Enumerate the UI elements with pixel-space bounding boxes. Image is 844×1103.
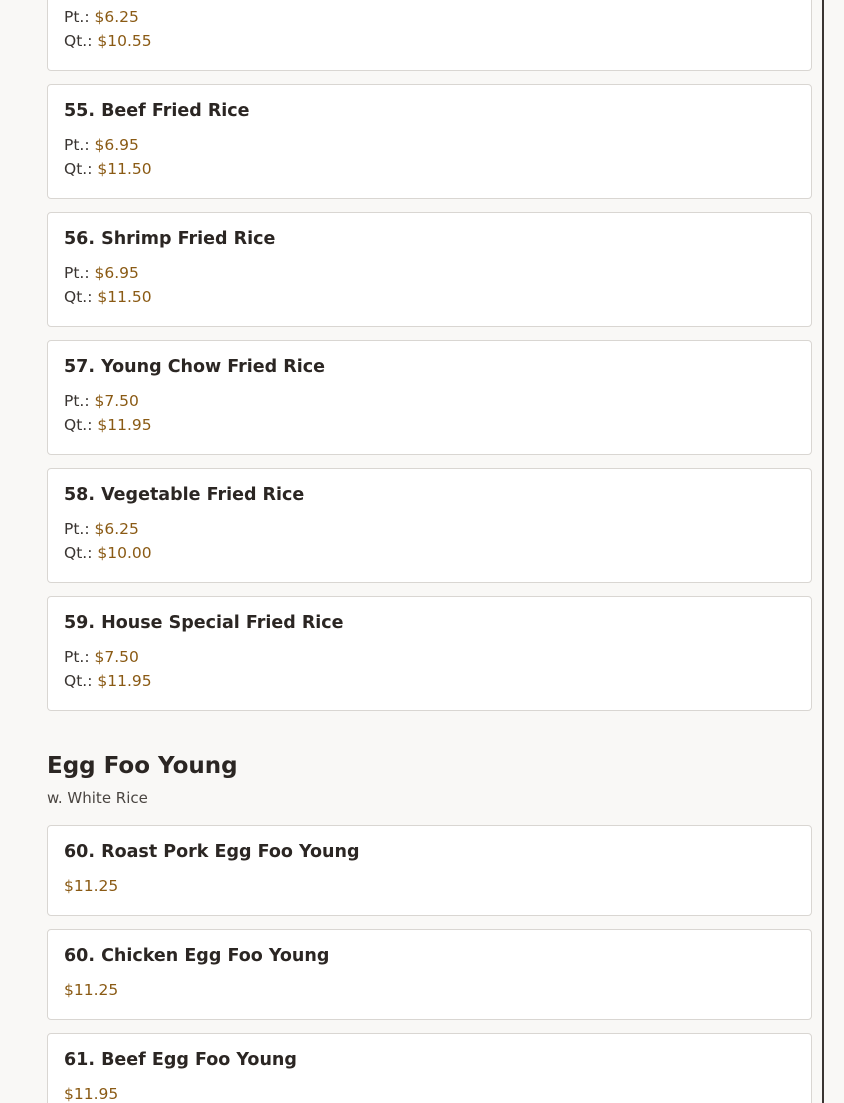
item-name: 58. Vegetable Fried Rice xyxy=(64,485,305,505)
pint-price: $6.25 xyxy=(94,8,139,26)
section-title: Egg Foo Young xyxy=(47,753,238,779)
menu-item-card[interactable] xyxy=(47,468,812,583)
item-price: $11.95 xyxy=(64,1085,119,1103)
menu-item-card[interactable] xyxy=(47,84,812,199)
menu-item-card[interactable] xyxy=(47,825,812,916)
pint-price-row xyxy=(64,645,795,669)
quart-label: Qt.: xyxy=(64,288,93,306)
menu-item-card[interactable] xyxy=(47,929,812,1020)
menu-content xyxy=(47,0,812,1103)
quart-price: $11.95 xyxy=(97,416,152,434)
quart-price: $10.00 xyxy=(97,544,152,562)
quart-price-row xyxy=(64,669,795,693)
quart-label: Qt.: xyxy=(64,416,93,434)
quart-price-row xyxy=(64,29,795,53)
menu-item-card[interactable] xyxy=(47,596,812,711)
pint-price-row xyxy=(64,517,795,541)
page-edge-divider xyxy=(822,0,824,1103)
item-name: 55. Beef Fried Rice xyxy=(64,101,250,121)
quart-price: $10.55 xyxy=(97,32,152,50)
item-price: $11.25 xyxy=(64,877,119,895)
quart-label: Qt.: xyxy=(64,160,93,178)
pint-label: Pt.: xyxy=(64,136,90,154)
quart-price: $11.95 xyxy=(97,672,152,690)
item-name: 60. Chicken Egg Foo Young xyxy=(64,946,330,966)
pint-price: $6.25 xyxy=(94,520,139,538)
pint-label: Pt.: xyxy=(64,8,90,26)
item-name: 59. House Special Fried Rice xyxy=(64,613,344,633)
section-subtitle: w. White Rice xyxy=(47,789,148,807)
item-name: 61. Beef Egg Foo Young xyxy=(64,1050,297,1070)
item-name: 60. Roast Pork Egg Foo Young xyxy=(64,842,360,862)
menu-item-card[interactable] xyxy=(47,0,812,71)
pint-price-row xyxy=(64,389,795,413)
quart-label: Qt.: xyxy=(64,544,93,562)
pint-price-row xyxy=(64,5,795,29)
quart-price: $11.50 xyxy=(97,288,152,306)
item-name: 57. Young Chow Fried Rice xyxy=(64,357,325,377)
pint-price: $7.50 xyxy=(94,648,139,666)
pint-price-row xyxy=(64,133,795,157)
pint-label: Pt.: xyxy=(64,264,90,282)
pint-label: Pt.: xyxy=(64,520,90,538)
pint-price: $6.95 xyxy=(94,264,139,282)
pint-label: Pt.: xyxy=(64,648,90,666)
quart-price-row xyxy=(64,541,795,565)
pint-price: $6.95 xyxy=(94,136,139,154)
quart-price-row xyxy=(64,413,795,437)
quart-label: Qt.: xyxy=(64,672,93,690)
quart-price-row xyxy=(64,157,795,181)
quart-label: Qt.: xyxy=(64,32,93,50)
quart-price: $11.50 xyxy=(97,160,152,178)
pint-label: Pt.: xyxy=(64,392,90,410)
menu-item-card[interactable] xyxy=(47,1033,812,1103)
item-name: 56. Shrimp Fried Rice xyxy=(64,229,276,249)
pint-price: $7.50 xyxy=(94,392,139,410)
quart-price-row xyxy=(64,285,795,309)
menu-item-card[interactable] xyxy=(47,212,812,327)
item-price: $11.25 xyxy=(64,981,119,999)
pint-price-row xyxy=(64,261,795,285)
menu-item-card[interactable] xyxy=(47,340,812,455)
